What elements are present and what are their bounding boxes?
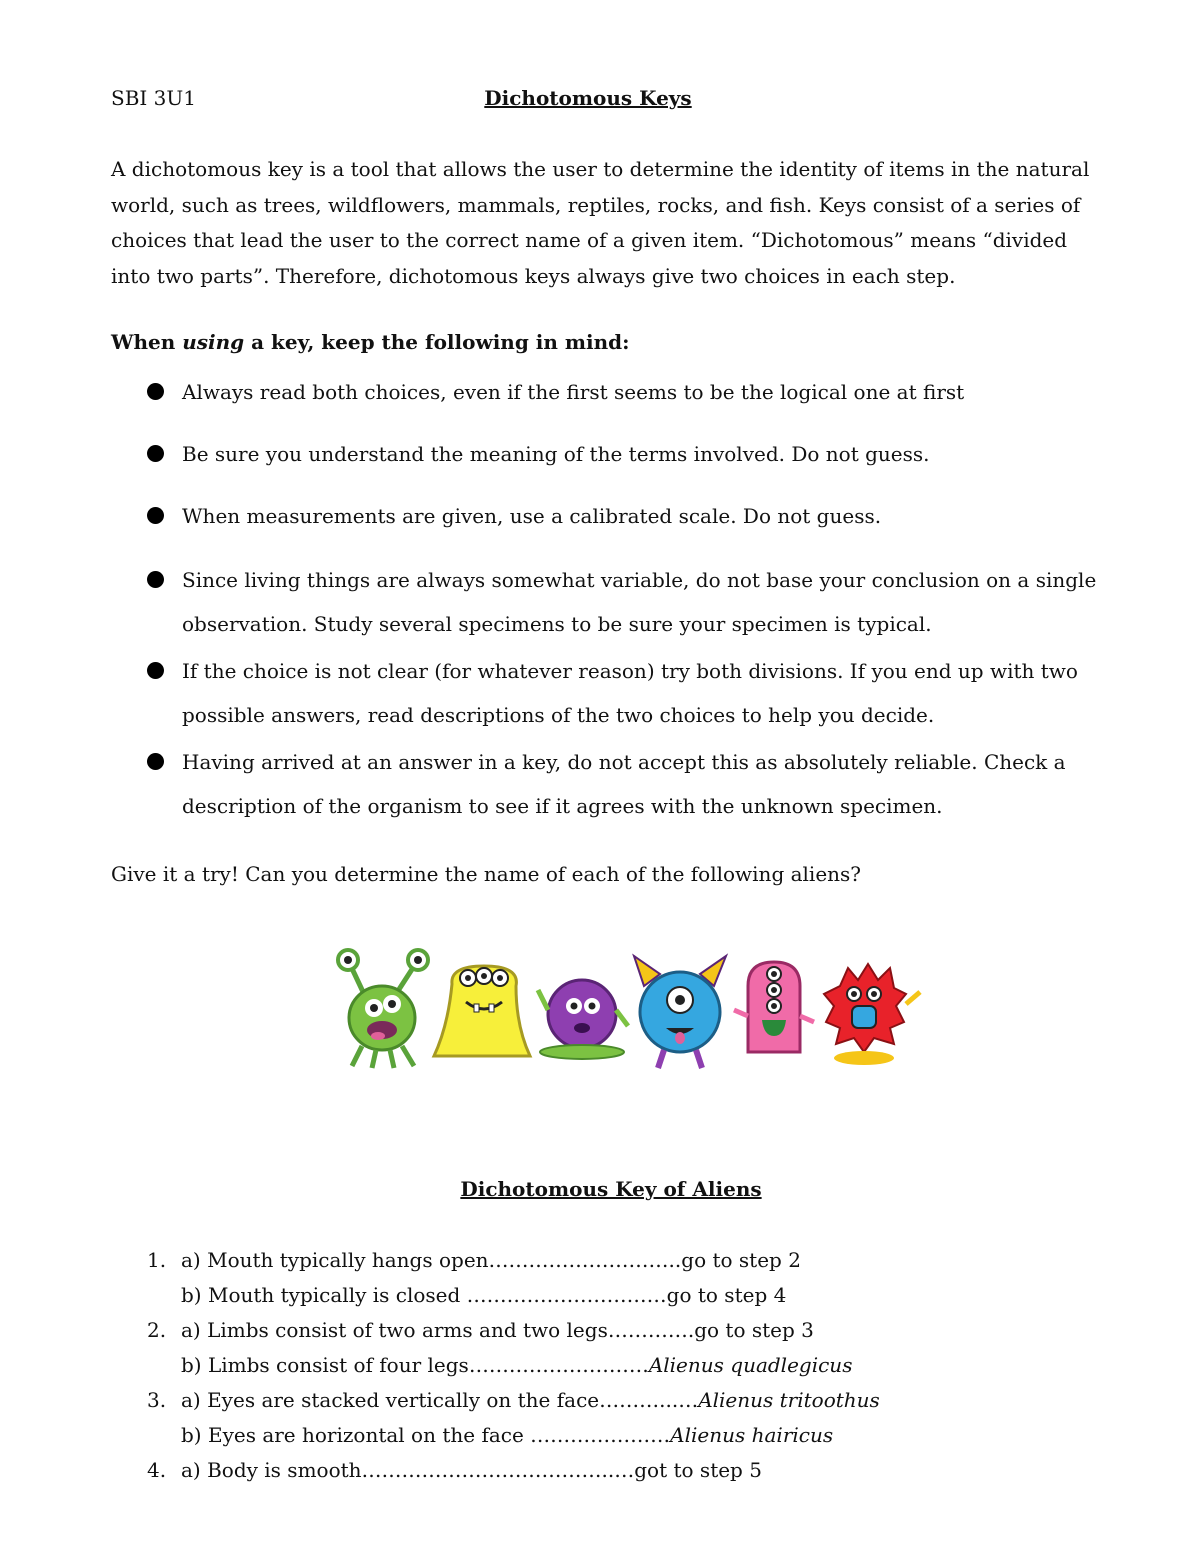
step-text: b) Eyes are horizontal on the face ………………… [181,1423,671,1447]
key-step-row [147,1248,801,1272]
guideline-item [147,494,1112,538]
bullet-icon [147,662,164,679]
guidelines-heading-post: a key, keep the following in mind: [244,330,630,354]
guidelines-heading-pre: When [111,330,183,354]
step-number: 4. [147,1458,167,1482]
guideline-item [147,432,1112,476]
step-text: a) Body is smooth………………………………..… [181,1458,635,1482]
guideline-item [147,740,1112,828]
step-number: 1. [147,1248,167,1272]
step-number: 2. [147,1318,167,1342]
step-result-species: Alienus quadlegicus [648,1353,853,1377]
bullet-icon [147,571,164,588]
page-title: Dichotomous Keys [484,86,692,110]
guideline-text: When measurements are given, use a calibrated scale. Do not guess. [182,504,882,528]
key-step-row [181,1283,786,1307]
guideline-text: Having arrived at an answer in a key, do not accept this as absolutely reliable. Check a description of the organism to see if it agrees with the unknown specimen. [182,750,1066,818]
step-text: a) Limbs consist of two arms and two legs…………. [181,1318,695,1342]
guideline-text: Since living things are always somewhat variable, do not base your conclusion on a single observation. Study several specimens to be sure your specimen is typical. [182,568,1097,636]
bullet-icon [147,507,164,524]
bullet-icon [147,753,164,770]
guideline-text: If the choice is not clear (for whatever reason) try both divisions. If you end up with two possible answers, read descriptions of the two choices to help you decide. [182,659,1078,727]
red-alien [824,964,920,1065]
step-text: a) Mouth typically hangs open……………………….. [181,1248,682,1272]
intro-paragraph: A dichotomous key is a tool that allows the user to determine the identity of items in the natural world, such as trees, wildflowers, mammals, reptiles, rocks, and fish. Keys consist of a series of choices that lead the user to the correct name of a given item. “Dichotomous” means “divided into two parts”. Therefore, dichotomous keys always give two choices in each step. [111,157,1090,288]
key-step-row [147,1458,762,1482]
course-code: SBI 3U1 [111,86,196,110]
try-prompt: Give it a try! Can you determine the name of each of the following aliens? [111,862,862,886]
step-result-species: Alienus tritoothus [698,1388,880,1412]
blue-alien [634,956,726,1068]
step-text: a) Eyes are stacked vertically on the face………...… [181,1388,699,1412]
guideline-text: Be sure you understand the meaning of the terms involved. Do not guess. [182,442,930,466]
step-result: go to step 3 [694,1318,814,1342]
step-text: b) Mouth typically is closed ………………………… [181,1283,667,1307]
key-step-row [181,1353,852,1377]
step-result: go to step 4 [666,1283,787,1307]
aliens-illustration [334,946,926,1072]
pink-alien [734,962,814,1052]
step-text: b) Limbs consist of four legs……………………… [181,1353,649,1377]
key-step-row [181,1423,833,1447]
step-result: got to step 5 [634,1458,762,1482]
guideline-item [147,370,1112,414]
yellow-alien [434,966,530,1056]
guidelines-heading-emphasis: using [182,330,245,354]
step-result-species: Alienus hairicus [670,1423,834,1447]
guideline-item [147,649,1112,737]
key-step-row [147,1318,814,1342]
guideline-item [147,558,1112,646]
purple-alien [538,980,628,1059]
step-number: 3. [147,1388,167,1412]
bullet-icon [147,383,164,400]
key-title: Dichotomous Key of Aliens [460,1177,762,1201]
green-alien [338,950,428,1068]
guidelines-heading [111,330,630,354]
key-step-row [147,1388,880,1412]
step-result: go to step 2 [681,1248,801,1272]
bullet-icon [147,445,164,462]
guideline-text: Always read both choices, even if the first seems to be the logical one at first [182,380,965,404]
